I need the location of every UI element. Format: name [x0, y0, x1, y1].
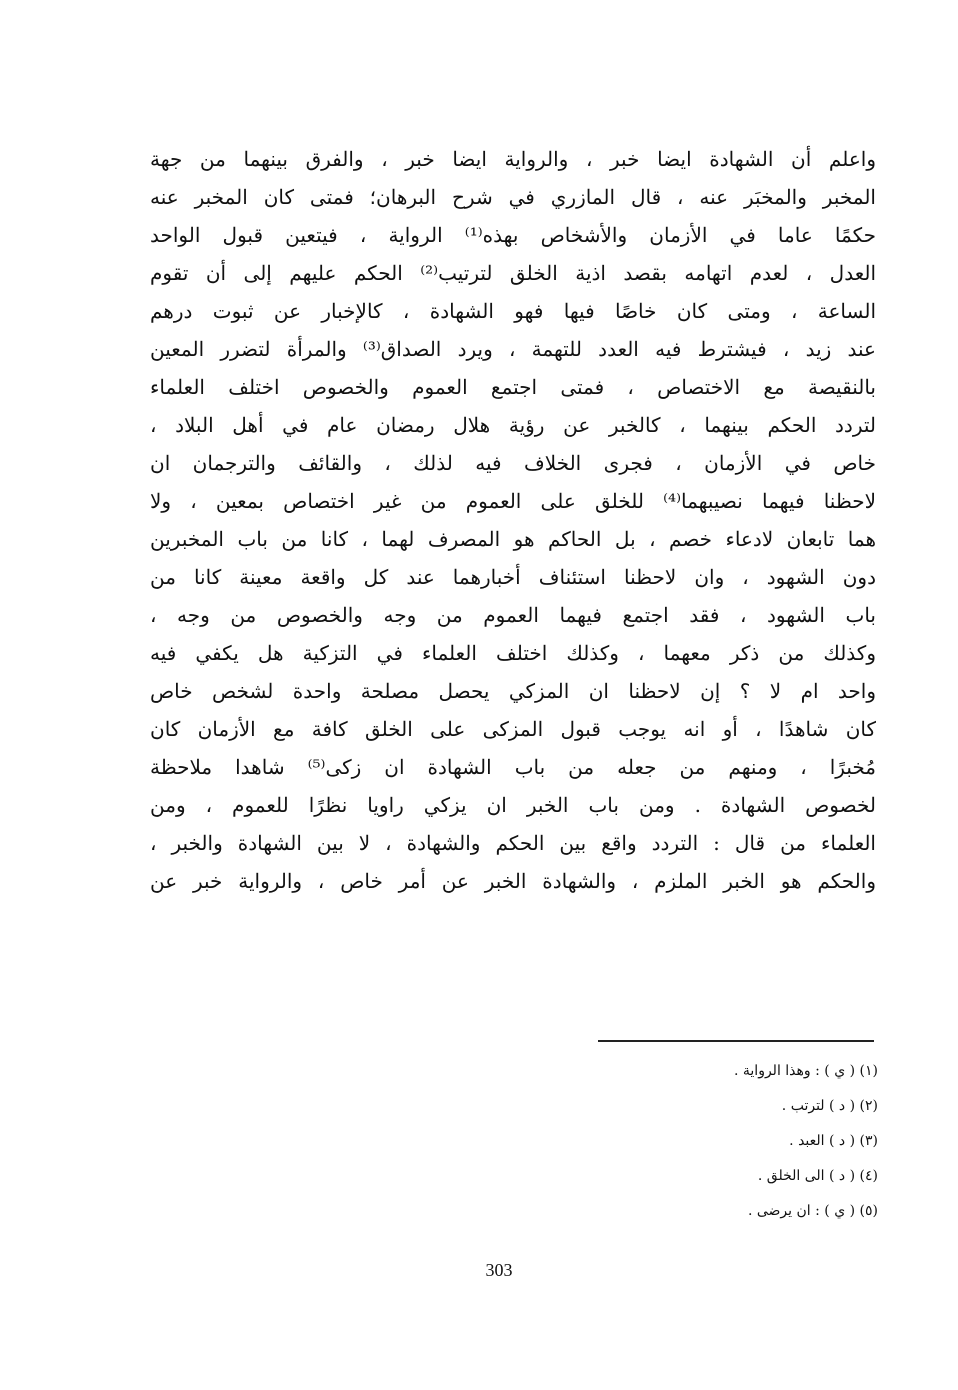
main-text [150, 140, 876, 900]
footnote-text: ( ي ) : وهذا الرواية . [734, 1063, 856, 1079]
text-line: واعلم أن الشهادة ايضا خبر ، والرواية ايضا خبر ، والفرق بينهما من جهة [150, 147, 876, 171]
footnote-text: ( د ) العبد . [789, 1133, 856, 1149]
text-line: بالنقيصة مع الاختصاص ، فمتى اجتمع العموم والخصوص اختلف العلماء [150, 375, 876, 399]
footnotes [560, 1054, 878, 1229]
text-line: لخصوص الشهادة . ومن باب الخبر ان يزكي راويا نظرًا للعموم ، ومن [150, 793, 876, 817]
text-line: حكمًا عاما في الأزمان والأشخاص بهذه⁽¹⁾ الرواية ، فيتعين قبول الواحد [150, 223, 876, 247]
footnote-marker: (٢) [859, 1098, 878, 1114]
text-line: العلماء من قال : التردد واقع بين الحكم والشهادة ، لا بين الشهادة والخبر ، [150, 831, 876, 855]
footnote-text: ( د ) الى الخلق . [757, 1168, 856, 1184]
text-line: هما تابعان لادعاء خصم ، بل الحاكم هو المصرف لهما ، كانا من باب المخبرين [150, 527, 876, 551]
footnote-separator [598, 1040, 874, 1042]
footnote-item [560, 1159, 878, 1194]
footnote-item [560, 1089, 878, 1124]
footnote-item [560, 1054, 878, 1089]
footnote-item [560, 1124, 878, 1159]
text-line: الساعة ، ومتى كان خاصًا فيها فهو الشهادة ، كالإخبار عن ثبوت درهم [150, 299, 876, 323]
footnote-marker: (٥) [859, 1203, 878, 1219]
footnote-text: ( ي ) : ان يرضى . [747, 1203, 856, 1219]
text-line: المخبر والمخبَر عنه ، قال المازري في شرح البرهان؛ فمتى كان المخبر عنه [150, 185, 876, 209]
text-line: وكذلك من ذكر معهما ، وكذلك اختلف العلماء في التزكية هل يكفي فيه [150, 641, 876, 665]
footnote-marker: (٤) [859, 1168, 878, 1184]
footnote-marker: (١) [859, 1063, 878, 1079]
text-line: كان شاهدًا ، أو انه يوجب قبول المزكى على الخلق كافة مع الأزمان كان [150, 717, 876, 741]
text-line: لتردد الحكم بينهما ، كالخبر عن رؤية هلال رمضان عام في أهل البلاد ، [150, 413, 876, 437]
text-line: دون الشهود ، وان لاحظنا استئناف أخبارهما عند كل واقعة معينة كانا من [150, 565, 876, 589]
text-line: مُخبرًا ، ومنهم من جعله من باب الشهادة ان زكى⁽⁵⁾ شاهدا ملاحظة [150, 755, 876, 779]
text-line: واحد ام لا ؟ إن لاحظنا ان المزكي يحصل مصلحة واحدة لشخص خاص [150, 679, 876, 703]
page-number: 303 [485, 1260, 513, 1280]
text-line: والحكم هو الخبر الملزم ، والشهادة الخبر عن أمر خاص ، والرواية خبر عن [150, 869, 876, 893]
text-line: العدل ، لعدم اتهامه بقصد اذية الخلق لترتيب⁽²⁾ الحكم عليهم إلى أن تقوم [150, 261, 876, 285]
text-line: باب الشهود ، فقد اجتمع فيهما العموم من وجه والخصوص من وجه ، [150, 603, 876, 627]
text-line: عند زيد ، فيشترط فيه العدد للتهمة ، ويرد الصداق⁽³⁾ والمرأة لتضرر المعين [150, 337, 876, 361]
text-line: لاحظنا فيهما نصيبهما⁽⁴⁾ للخلق على العموم من غير اختصاص بمعين ، ولا [150, 489, 876, 513]
footnote-item [560, 1194, 878, 1229]
footnote-marker: (٣) [859, 1133, 878, 1149]
text-line: خاص في الأزمان ، فجرى الخلاف فيه لذلك ، والقائف والترجمان ان [150, 451, 876, 475]
footnote-text: ( د ) لترتب . [781, 1098, 856, 1114]
